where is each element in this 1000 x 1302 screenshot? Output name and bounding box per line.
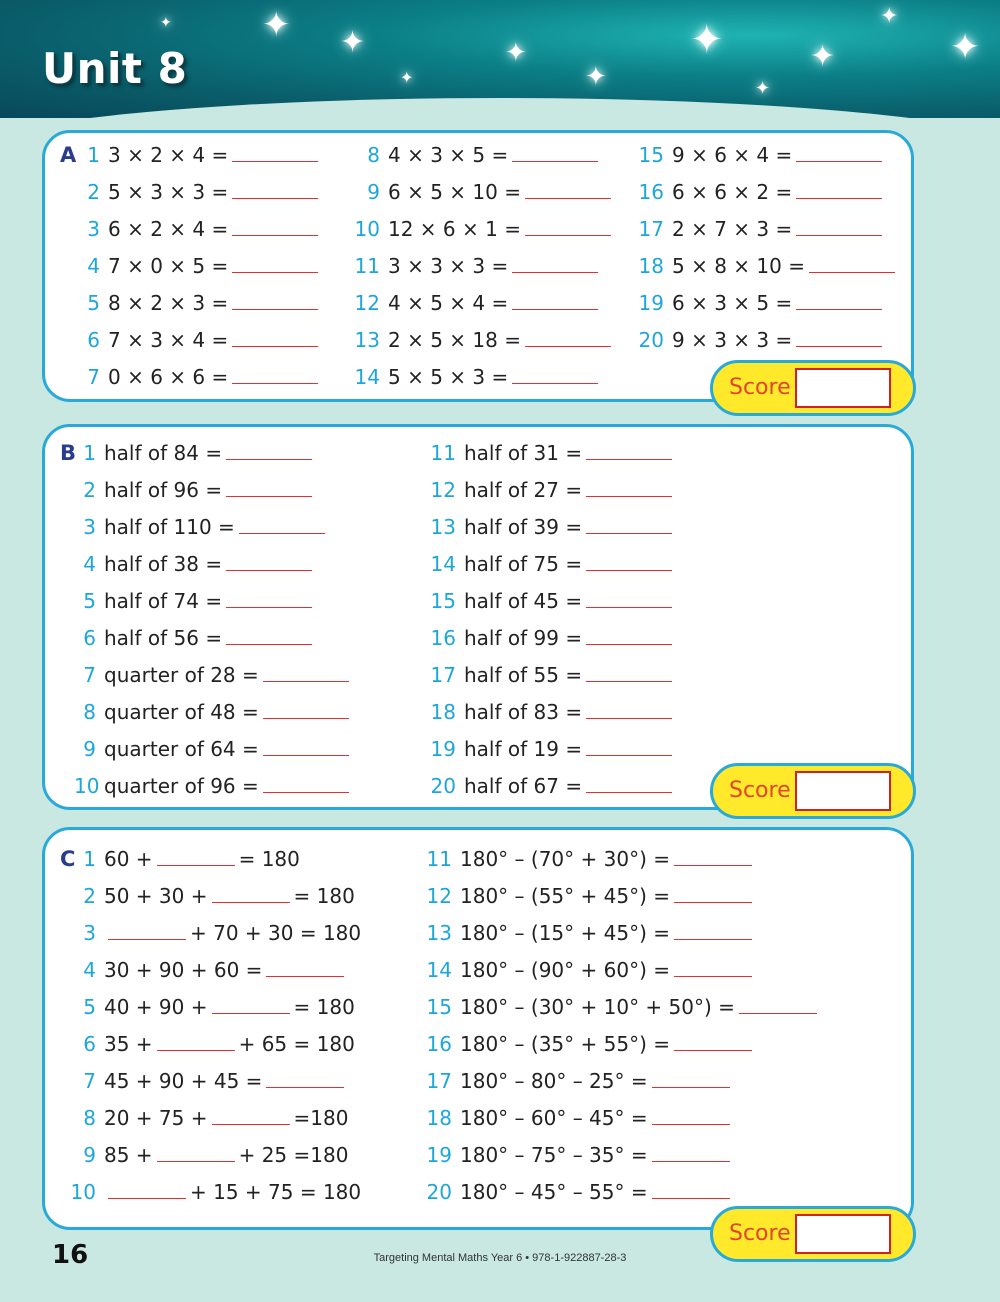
answer-blank[interactable] [512, 289, 598, 310]
question-number: 5 [83, 589, 96, 613]
answer-blank[interactable] [796, 289, 882, 310]
question-number: 14 [426, 958, 452, 982]
answer-blank[interactable] [586, 698, 672, 719]
question-text: 8 × 2 × 3 = [108, 291, 229, 315]
answer-blank[interactable] [512, 252, 598, 273]
question-number: 3 [83, 515, 96, 539]
question-text: 2 × 7 × 3 = [672, 217, 793, 241]
question-number: 16 [638, 180, 664, 204]
question-item [422, 512, 676, 542]
question-item [420, 881, 756, 911]
section-letter: B [60, 441, 77, 465]
question-item [74, 734, 353, 764]
question-number: 6 [83, 626, 96, 650]
question-item [80, 214, 322, 244]
question-text-before: 60 + [104, 847, 153, 871]
answer-blank[interactable] [586, 735, 672, 756]
sparkle-icon: ✦ [755, 78, 771, 99]
answer-blank[interactable] [226, 587, 312, 608]
question-item [70, 955, 348, 985]
answer-blank[interactable] [586, 513, 672, 534]
question-text-before: 50 + 30 + [104, 884, 208, 908]
question-item [74, 586, 316, 616]
answer-blank[interactable] [108, 919, 186, 940]
answer-blank[interactable] [266, 956, 344, 977]
question-text: half of 56 = [104, 626, 223, 650]
answer-blank[interactable] [586, 772, 672, 793]
score-label: Score [729, 375, 791, 400]
answer-blank[interactable] [212, 993, 290, 1014]
question-text: 6 × 5 × 10 = [388, 180, 521, 204]
section-letter: C [60, 847, 76, 871]
question-text-before: 180° – 75° – 35° = [460, 1143, 648, 1167]
question-number: 19 [638, 291, 664, 315]
question-item [74, 438, 316, 468]
question-item [350, 140, 602, 170]
question-text: 9 × 6 × 4 = [672, 143, 793, 167]
question-number: 2 [87, 180, 100, 204]
question-item [350, 214, 615, 244]
question-text: 9 × 3 × 3 = [672, 328, 793, 352]
question-text: quarter of 96 = [104, 774, 259, 798]
answer-blank[interactable] [652, 1104, 730, 1125]
unit-title: Unit 8 [42, 44, 188, 93]
question-item [350, 251, 602, 281]
answer-blank[interactable] [232, 178, 318, 199]
question-item [422, 623, 676, 653]
question-item [74, 475, 316, 505]
answer-blank[interactable] [525, 326, 611, 347]
question-text-before: 180° – (70° + 30°) = [460, 847, 670, 871]
question-item [74, 512, 329, 542]
question-number: 11 [426, 847, 452, 871]
answer-blank[interactable] [796, 178, 882, 199]
question-text-before: 40 + 90 + [104, 995, 208, 1019]
question-text-after: = 180 [293, 995, 355, 1019]
question-text: quarter of 64 = [104, 737, 259, 761]
answer-blank[interactable] [796, 215, 882, 236]
question-text-before: 45 + 90 + 45 = [104, 1069, 263, 1093]
answer-blank[interactable] [157, 845, 235, 866]
answer-blank[interactable] [226, 476, 312, 497]
question-number: 13 [430, 515, 456, 539]
question-text: 6 × 6 × 2 = [672, 180, 793, 204]
answer-blank[interactable] [157, 1030, 235, 1051]
question-text-before: 180° – 80° – 25° = [460, 1069, 648, 1093]
question-text: half of 45 = [464, 589, 583, 613]
question-text: half of 38 = [104, 552, 223, 576]
question-number: 11 [354, 254, 380, 278]
question-item [420, 1140, 734, 1170]
answer-blank[interactable] [263, 735, 349, 756]
question-number: 8 [83, 700, 96, 724]
question-text: half of 110 = [104, 515, 235, 539]
question-number: 20 [430, 774, 456, 798]
question-number: 12 [430, 478, 456, 502]
question-text: 0 × 6 × 6 = [108, 365, 229, 389]
answer-blank[interactable] [586, 587, 672, 608]
question-item [636, 251, 899, 281]
question-text: half of 55 = [464, 663, 583, 687]
question-text-before: 180° – (90° + 60°) = [460, 958, 670, 982]
question-number: 2 [83, 478, 96, 502]
question-text: 7 × 0 × 5 = [108, 254, 229, 278]
question-number: 9 [83, 1143, 96, 1167]
section-letter: A [60, 143, 77, 167]
question-number: 17 [638, 217, 664, 241]
question-item [636, 325, 886, 355]
question-number: 1 [87, 143, 100, 167]
sparkle-icon: ✦ [160, 15, 172, 31]
question-text-after: + 15 + 75 = 180 [190, 1180, 362, 1204]
question-item [80, 288, 322, 318]
score-input[interactable] [795, 368, 891, 408]
question-number: 17 [426, 1069, 452, 1093]
question-number: 7 [87, 365, 100, 389]
answer-blank[interactable] [674, 919, 752, 940]
question-item [74, 549, 316, 579]
question-text: quarter of 28 = [104, 663, 259, 687]
question-text: half of 39 = [464, 515, 583, 539]
question-item [70, 992, 355, 1022]
question-number: 13 [426, 921, 452, 945]
question-number: 6 [83, 1032, 96, 1056]
question-item [70, 1140, 348, 1170]
question-text: 5 × 3 × 3 = [108, 180, 229, 204]
answer-blank[interactable] [652, 1178, 730, 1199]
question-number: 9 [367, 180, 380, 204]
question-text: half of 96 = [104, 478, 223, 502]
question-item [80, 251, 322, 281]
sparkle-icon: ✦ [690, 17, 724, 63]
question-text-after: + 25 =180 [238, 1143, 349, 1167]
section-b-score [710, 763, 916, 819]
question-text: 3 × 2 × 4 = [108, 143, 229, 167]
question-number: 10 [74, 774, 100, 798]
question-number: 6 [87, 328, 100, 352]
answer-blank[interactable] [674, 882, 752, 903]
question-item [420, 955, 756, 985]
answer-blank[interactable] [652, 1067, 730, 1088]
answer-blank[interactable] [586, 550, 672, 571]
answer-blank[interactable] [652, 1141, 730, 1162]
score-input[interactable] [795, 1214, 891, 1254]
question-text-after: + 65 = 180 [238, 1032, 355, 1056]
question-item [422, 475, 676, 505]
answer-blank[interactable] [157, 1141, 235, 1162]
question-item [636, 140, 886, 170]
question-item [420, 1066, 734, 1096]
answer-blank[interactable] [232, 289, 318, 310]
question-number: 15 [426, 995, 452, 1019]
question-text: 2 × 5 × 18 = [388, 328, 521, 352]
question-item [70, 881, 355, 911]
answer-blank[interactable] [512, 141, 598, 162]
answer-blank[interactable] [796, 141, 882, 162]
question-text-after: = 180 [293, 884, 355, 908]
question-text: half of 75 = [464, 552, 583, 576]
score-label: Score [729, 1221, 791, 1246]
question-text-before: 20 + 75 + [104, 1106, 208, 1130]
question-item [74, 771, 353, 801]
answer-blank[interactable] [212, 882, 290, 903]
question-number: 14 [430, 552, 456, 576]
question-text-before: 180° – 45° – 55° = [460, 1180, 648, 1204]
question-item [74, 623, 316, 653]
question-number: 10 [354, 217, 380, 241]
question-text: 12 × 6 × 1 = [388, 217, 521, 241]
question-number: 18 [426, 1106, 452, 1130]
answer-blank[interactable] [232, 141, 318, 162]
question-number: 10 [70, 1180, 96, 1204]
question-number: 11 [430, 441, 456, 465]
question-item [422, 438, 676, 468]
question-number: 4 [87, 254, 100, 278]
question-text: 4 × 3 × 5 = [388, 143, 509, 167]
question-item [80, 140, 322, 170]
question-item [350, 288, 602, 318]
question-number: 13 [354, 328, 380, 352]
footer-text: Targeting Mental Maths Year 6 • 978-1-922887-28-3 [373, 1252, 627, 1264]
answer-blank[interactable] [263, 698, 349, 719]
question-text: 5 × 5 × 3 = [388, 365, 509, 389]
question-text: 4 × 5 × 4 = [388, 291, 509, 315]
answer-blank[interactable] [263, 661, 349, 682]
question-item [422, 734, 676, 764]
header-banner [0, 0, 1000, 118]
question-number: 14 [354, 365, 380, 389]
question-item [80, 325, 322, 355]
answer-blank[interactable] [226, 439, 312, 460]
question-number: 3 [87, 217, 100, 241]
question-item [636, 177, 886, 207]
answer-blank[interactable] [525, 178, 611, 199]
score-label: Score [729, 778, 791, 803]
question-item [636, 288, 886, 318]
question-item [74, 660, 353, 690]
question-number: 8 [367, 143, 380, 167]
sparkle-icon: ✦ [810, 39, 836, 74]
answer-blank[interactable] [226, 550, 312, 571]
answer-blank[interactable] [674, 845, 752, 866]
question-text-after: =180 [293, 1106, 349, 1130]
question-item [350, 177, 615, 207]
question-number: 4 [83, 958, 96, 982]
answer-blank[interactable] [232, 326, 318, 347]
sparkle-icon: ✦ [505, 38, 527, 68]
answer-blank[interactable] [266, 1067, 344, 1088]
question-text-after: = 180 [238, 847, 300, 871]
question-number: 15 [430, 589, 456, 613]
question-text-before: 85 + [104, 1143, 153, 1167]
question-item [70, 1103, 348, 1133]
question-item [420, 844, 756, 874]
question-text: half of 31 = [464, 441, 583, 465]
question-item [422, 549, 676, 579]
question-item [70, 1029, 355, 1059]
question-text: half of 27 = [464, 478, 583, 502]
section-a-score [710, 360, 916, 416]
sparkle-icon: ✦ [880, 4, 899, 29]
question-number: 16 [430, 626, 456, 650]
question-item [74, 697, 353, 727]
question-number: 12 [354, 291, 380, 315]
answer-blank[interactable] [796, 326, 882, 347]
answer-blank[interactable] [525, 215, 611, 236]
question-number: 7 [83, 663, 96, 687]
question-number: 12 [426, 884, 452, 908]
question-item [420, 918, 756, 948]
answer-blank[interactable] [674, 1030, 752, 1051]
answer-blank[interactable] [232, 363, 318, 384]
question-text: 6 × 3 × 5 = [672, 291, 793, 315]
question-text: 3 × 3 × 3 = [388, 254, 509, 278]
question-number: 8 [83, 1106, 96, 1130]
question-text: 7 × 3 × 4 = [108, 328, 229, 352]
answer-blank[interactable] [512, 363, 598, 384]
question-item [420, 1103, 734, 1133]
answer-blank[interactable] [739, 993, 817, 1014]
question-number: 18 [430, 700, 456, 724]
question-text-before: 180° – (35° + 55°) = [460, 1032, 670, 1056]
question-text: half of 83 = [464, 700, 583, 724]
answer-blank[interactable] [263, 772, 349, 793]
question-item [80, 362, 322, 392]
question-number: 20 [638, 328, 664, 352]
question-text-before: 180° – (55° + 45°) = [460, 884, 670, 908]
sparkle-icon: ✦ [585, 62, 607, 92]
question-text: quarter of 48 = [104, 700, 259, 724]
question-text: half of 74 = [104, 589, 223, 613]
question-text: 6 × 2 × 4 = [108, 217, 229, 241]
answer-blank[interactable] [674, 956, 752, 977]
question-item [420, 992, 821, 1022]
question-text-before: 30 + 90 + 60 = [104, 958, 263, 982]
question-text-before: 180° – (15° + 45°) = [460, 921, 670, 945]
question-number: 20 [426, 1180, 452, 1204]
question-number: 7 [83, 1069, 96, 1093]
question-item [70, 1177, 361, 1207]
question-number: 18 [638, 254, 664, 278]
sparkle-icon: ✦ [262, 5, 291, 45]
sparkle-icon: ✦ [400, 68, 414, 87]
question-item [422, 697, 676, 727]
answer-blank[interactable] [586, 661, 672, 682]
question-text: half of 67 = [464, 774, 583, 798]
question-item [70, 1066, 348, 1096]
answer-blank[interactable] [212, 1104, 290, 1125]
sparkle-icon: ✦ [950, 27, 981, 68]
question-number: 2 [83, 884, 96, 908]
answer-blank[interactable] [232, 215, 318, 236]
question-item [350, 362, 602, 392]
question-item [70, 844, 300, 874]
answer-blank[interactable] [586, 439, 672, 460]
question-item [420, 1029, 756, 1059]
answer-blank[interactable] [809, 252, 895, 273]
answer-blank[interactable] [232, 252, 318, 273]
question-text: half of 84 = [104, 441, 223, 465]
question-text-before: 180° – (30° + 10° + 50°) = [460, 995, 735, 1019]
question-number: 15 [638, 143, 664, 167]
question-number: 1 [83, 441, 96, 465]
question-text: 5 × 8 × 10 = [672, 254, 805, 278]
question-number: 17 [430, 663, 456, 687]
answer-blank[interactable] [586, 476, 672, 497]
question-text-before: 35 + [104, 1032, 153, 1056]
question-item [636, 214, 886, 244]
question-text-before: 180° – 60° – 45° = [460, 1106, 648, 1130]
question-number: 9 [83, 737, 96, 761]
page-number: 16 [52, 1240, 89, 1270]
question-text-after: + 70 + 30 = 180 [190, 921, 362, 945]
question-number: 1 [83, 847, 96, 871]
question-number: 5 [83, 995, 96, 1019]
answer-blank[interactable] [108, 1178, 186, 1199]
question-number: 16 [426, 1032, 452, 1056]
answer-blank[interactable] [239, 513, 325, 534]
question-text: half of 19 = [464, 737, 583, 761]
question-item [422, 660, 676, 690]
score-input[interactable] [795, 771, 891, 811]
question-item [70, 918, 361, 948]
question-item [422, 771, 676, 801]
sparkle-icon: ✦ [340, 25, 366, 60]
question-item [420, 1177, 734, 1207]
banner-curve [0, 98, 1000, 118]
question-number: 3 [83, 921, 96, 945]
question-item [80, 177, 322, 207]
question-text: half of 99 = [464, 626, 583, 650]
answer-blank[interactable] [586, 624, 672, 645]
answer-blank[interactable] [226, 624, 312, 645]
question-number: 19 [430, 737, 456, 761]
question-item [422, 586, 676, 616]
question-number: 5 [87, 291, 100, 315]
question-item [350, 325, 615, 355]
question-number: 19 [426, 1143, 452, 1167]
question-number: 4 [83, 552, 96, 576]
